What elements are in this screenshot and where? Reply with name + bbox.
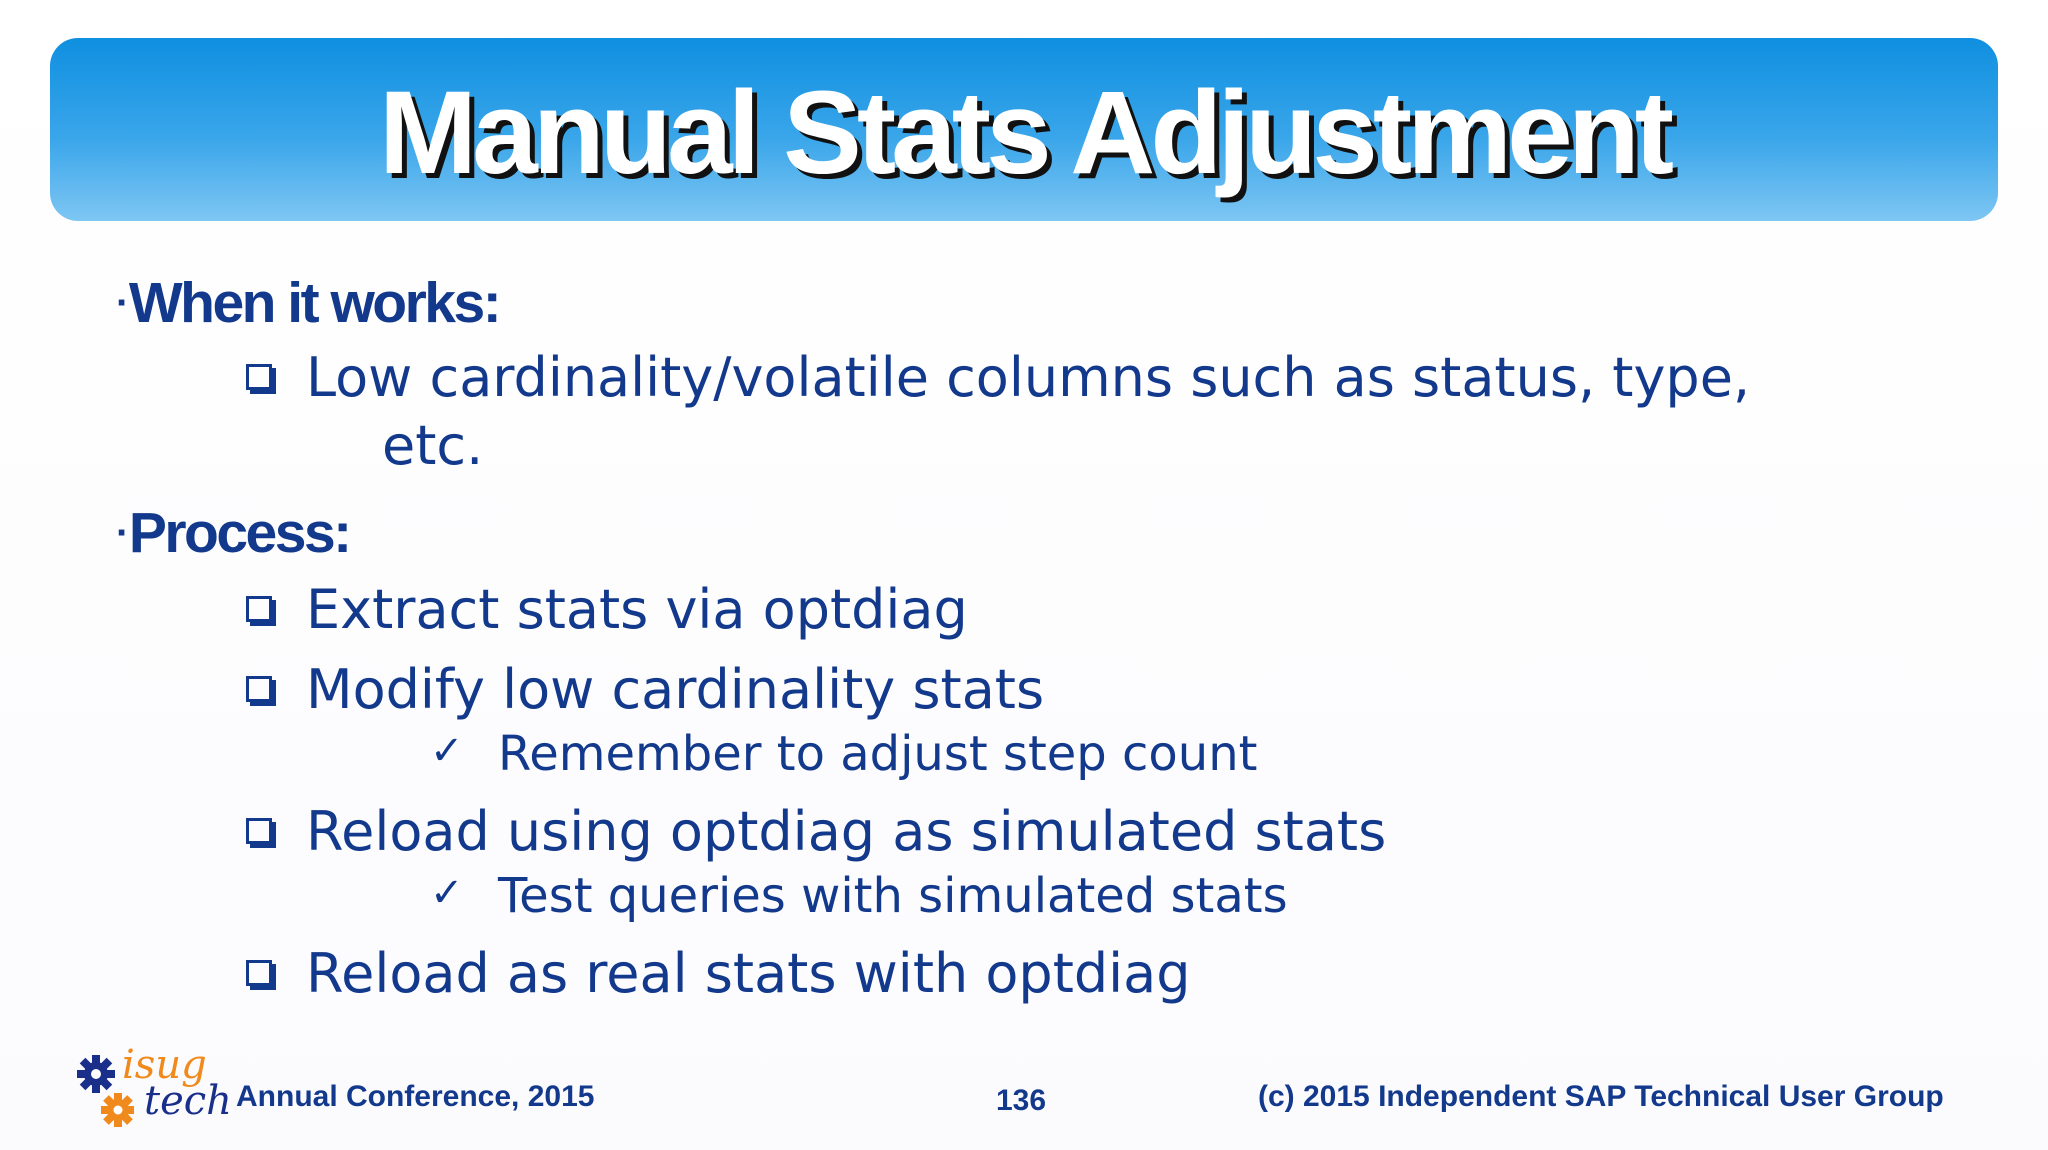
slide-footer [0,1040,2048,1140]
checkmark-icon: ✓ [430,728,464,774]
bullet-item [246,800,1386,863]
bullet-item [246,942,1191,1005]
square-bullet-icon [246,364,272,390]
isug-tech-logo [74,1042,234,1138]
bullet-item [246,346,1750,409]
bullet-text: Reload as real stats with optdiag [306,942,1191,1005]
footer-page-number: 136 [996,1084,1047,1117]
section-heading-text: When it works: [128,271,500,335]
square-bullet-icon [246,676,272,702]
sub-bullet-item [430,868,1288,924]
bullet-text: Reload using optdiag as simulated stats [306,800,1387,863]
square-bullet-icon [246,596,272,622]
sub-bullet-item [430,726,1257,782]
bullet-text: Modify low cardinality stats [306,658,1045,721]
sub-bullet-text: Remember to adjust step count [498,726,1258,782]
logo-isug-text: isug [122,1042,207,1088]
sub-bullet-text: Test queries with simulated stats [498,868,1288,924]
heading-bullet-icon: · [116,511,127,555]
slide-title: Manual Stats Adjustment [378,66,1670,199]
footer-copyright: (c) 2015 Independent SAP Technical User Group [1258,1080,1944,1113]
bullet-text: Extract stats via optdiag [306,578,968,641]
bullet-item [246,658,1044,721]
checkmark-icon: ✓ [430,870,464,916]
square-bullet-icon [246,818,272,844]
heading-bullet-icon: · [116,281,127,325]
bullet-text: Low cardinality/volatile columns such as status, type, [306,346,1751,409]
section-heading-when [116,270,499,336]
section-heading-process [116,500,350,566]
bullet-item [246,578,968,641]
section-heading-text: Process: [128,501,350,565]
bullet-item-continuation [382,414,483,477]
logo-tech-text: tech [144,1078,232,1124]
footer-conference: Annual Conference, 2015 [236,1080,595,1113]
bullet-text-continued: etc. [382,414,484,477]
square-bullet-icon [246,960,272,986]
